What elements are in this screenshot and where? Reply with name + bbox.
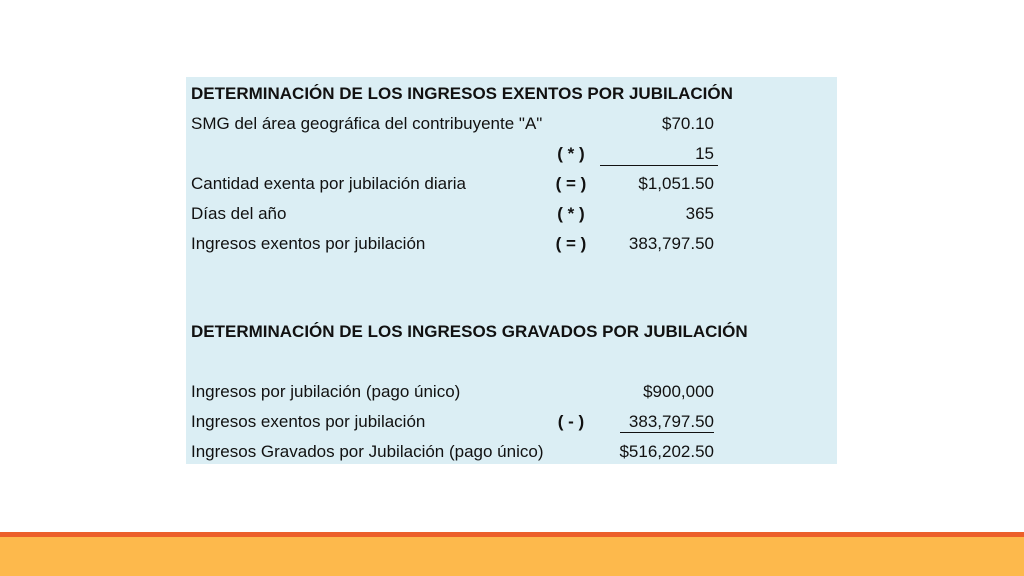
row-label: Ingresos por jubilación (pago único)	[191, 382, 461, 401]
row-value: 383,797.50	[628, 412, 714, 431]
row-label: SMG del área geográfica del contribuyente "A"	[191, 114, 543, 133]
operator-minus: ( - )	[557, 412, 585, 431]
row-label: Ingresos Gravados por Jubilación (pago único)	[191, 442, 544, 461]
footer-bar	[0, 537, 1024, 576]
row-value: 365	[685, 204, 714, 223]
sum-underline	[600, 165, 718, 166]
section2-title: DETERMINACIÓN DE LOS INGRESOS GRAVADOS POR JUBILACIÓN	[191, 322, 748, 341]
row-value: $516,202.50	[619, 442, 714, 461]
row-value: $70.10	[662, 114, 714, 133]
row-value: $900,000	[643, 382, 714, 401]
row-value: 383,797.50	[628, 234, 714, 253]
row-label: Ingresos exentos por jubilación	[191, 412, 426, 431]
row-label: Días del año	[191, 204, 287, 223]
row-label: Cantidad exenta por jubilación diaria	[191, 174, 467, 193]
operator-multiply: ( * )	[557, 204, 585, 223]
operator-multiply: ( * )	[557, 144, 585, 163]
calculation-table	[186, 77, 837, 464]
sum-underline	[620, 432, 714, 433]
section1-title: DETERMINACIÓN DE LOS INGRESOS EXENTOS POR JUBILACIÓN	[191, 84, 733, 103]
row-value: 15	[695, 144, 714, 163]
row-label: Ingresos exentos por jubilación	[191, 234, 426, 253]
row-value: $1,051.50	[638, 174, 714, 193]
operator-equals: ( = )	[555, 174, 587, 193]
operator-equals: ( = )	[555, 234, 587, 253]
